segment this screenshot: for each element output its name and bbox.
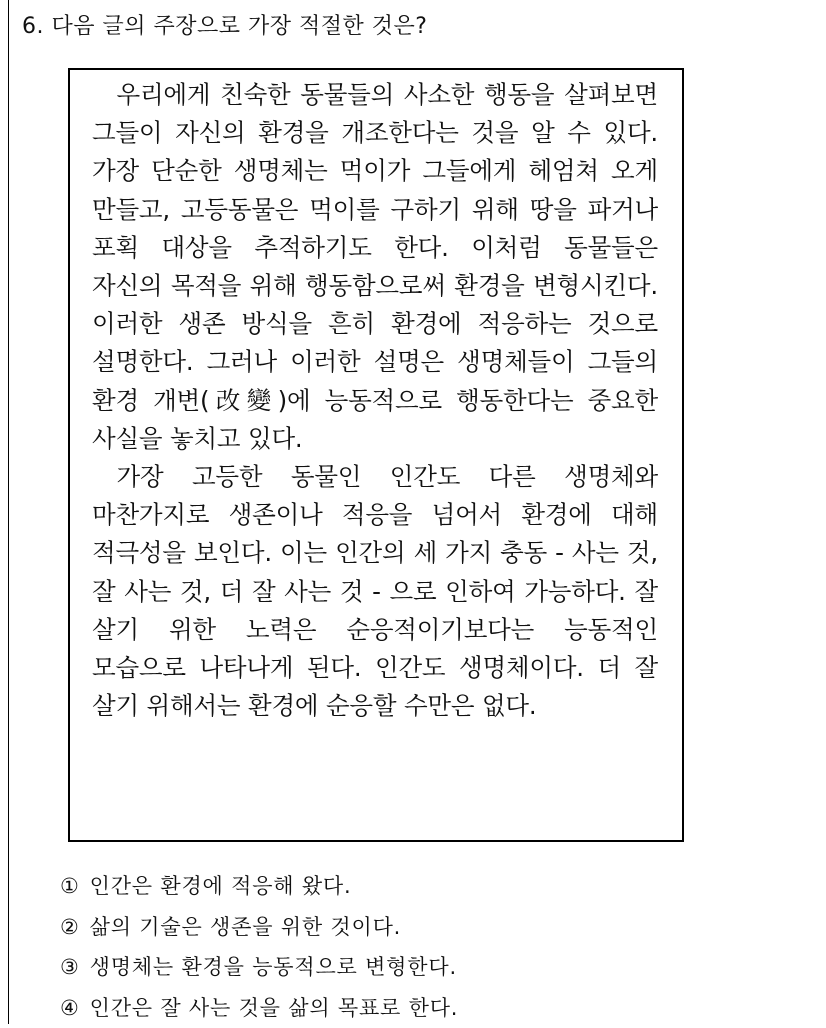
choice-text: 인간은 환경에 적응해 왔다. [90,874,352,898]
passage-paragraph-2: 가장 고등한 동물인 인간도 다른 생명체와 마찬가지로 생존이나 적응을 넘어서 환경에 대해 적극성을 보인다. 이는 인간의 세 가지 충동 - 사는 것, 잘 사는 것, 더 잘 사는 것 - 으로 인하여 가능하다. 잘 살기 위한 노력은 순응적이기보다는 능동적인 모습으로 나타나게 된다. 인간도 생명체이다. 더 잘 살기 위해서는 환경에 순응할 수만은 없다. [92,458,658,725]
choice-4[interactable] [60,988,458,1028]
choice-number: ④ [60,988,80,1028]
choice-number: ③ [60,947,80,988]
choice-text: 생명체는 환경을 능동적으로 변형한다. [90,955,457,979]
passage-box [68,68,684,842]
left-margin-rule [8,0,9,1024]
answer-choices [60,866,458,1028]
passage-paragraph-1: 우리에게 친숙한 동물들의 사소한 행동을 살펴보면 그들이 자신의 환경을 개조한다는 것을 알 수 있다. 가장 단순한 생명체는 먹이가 그들에게 헤엄쳐 오게 만들고, 고등동물은 먹이를 구하기 위해 땅을 파거나 포획 대상을 추적하기도 한다. 이처럼 동물들은 자신의 목적을 위해 행동함으로써 환경을 변형시킨다. 이러한 생존 방식을 흔히 환경에 적응하는 것으로 설명한다. 그러나 이러한 설명은 생명체들이 그들의 환경 개변(改變)에 능동적으로 행동한다는 중요한 사실을 놓치고 있다. [92,76,658,458]
choice-number: ② [60,907,80,948]
choice-text: 삶의 기술은 생존을 위한 것이다. [90,915,402,939]
choice-text: 인간은 잘 사는 것을 삶의 목표로 한다. [90,996,459,1020]
choice-3[interactable] [60,947,458,988]
choice-2[interactable] [60,907,458,948]
choice-number: ① [60,866,80,907]
choice-1[interactable] [60,866,458,907]
question-title: 6. 다음 글의 주장으로 가장 적절한 것은? [22,12,427,42]
